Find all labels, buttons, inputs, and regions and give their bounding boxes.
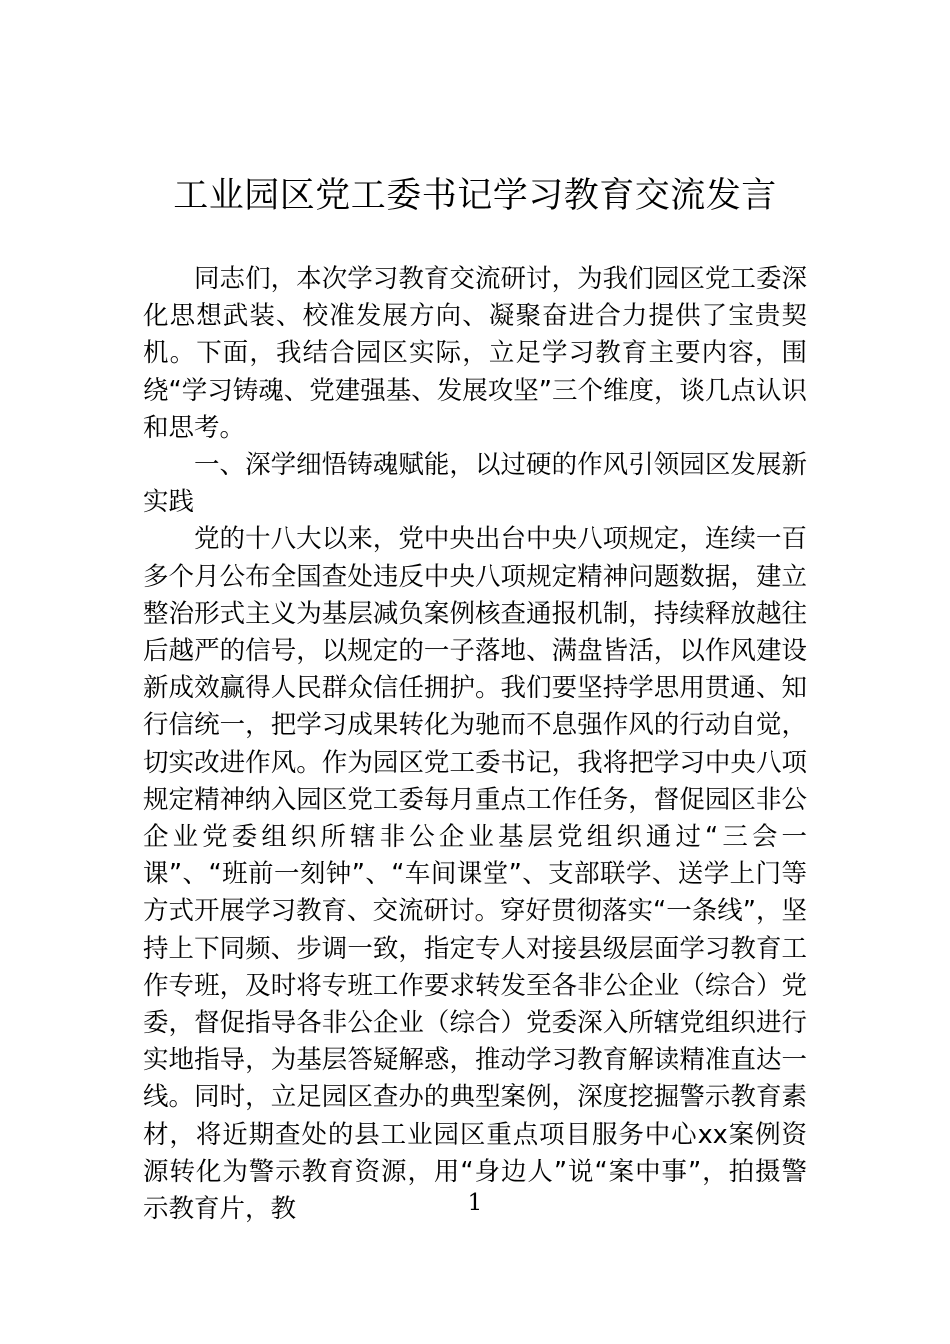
document-body	[143, 261, 807, 1228]
paragraph-intro: 同志们，本次学习教育交流研讨，为我们园区党工委深化思想武装、校准发展方向、凝聚奋进合力提供了宝贵契机。下面，我结合园区实际，立足学习教育主要内容，围绕“学习铸魂、党建强基、发展攻坚”三个维度，谈几点认识和思考。	[143, 264, 807, 443]
page-number: 1	[467, 1190, 483, 1216]
section-heading-1: 一、深学细悟铸魂赋能，以过硬的作风引领园区发展新实践	[143, 450, 807, 518]
document-title: 工业园区党工委书记学习教育交流发言	[173, 176, 777, 216]
paragraph-section-1: 党的十八大以来，党中央出台中央八项规定，连续一百多个月公布全国查处违反中央八项规定精神问题数据，建立整治形式主义为基层减负案例核查通报机制，持续释放越往后越严的信号，以规定的一子落地、满盘皆活，以作风建设新成效赢得人民群众信任拥护。我们要坚持学思用贯通、知行信统一，把学习成果转化为驰而不息强作风的行动自觉，切实改进作风。作为园区党工委书记，我将把学习中央八项规定精神纳入园区党工委每月重点工作任务，督促园区非公企业党委组织所辖非公企业基层党组织通过“三会一课”、“班前一刻钟”、“车间课堂”、支部联学、送学上门等方式开展学习教育、交流研讨。穿好贯彻落实“一条线”，坚持上下同频、步调一致，指定专人对接县级层面学习教育工作专班，及时将专班工作要求转发至各非公企业（综合）党委，督促指导各非公企业（综合）党委深入所辖党组织进行实地指导，为基层答疑解惑，推动学习教育解读精准直达一线。同时，立足园区查办的典型案例，深度挖掘警示教育素材，将近期查处的县工业园区重点项目服务中心xx案例资源转化为警示教育资源，用“身边人”说“案中事”，拍摄警示教育片，教	[143, 524, 807, 1225]
